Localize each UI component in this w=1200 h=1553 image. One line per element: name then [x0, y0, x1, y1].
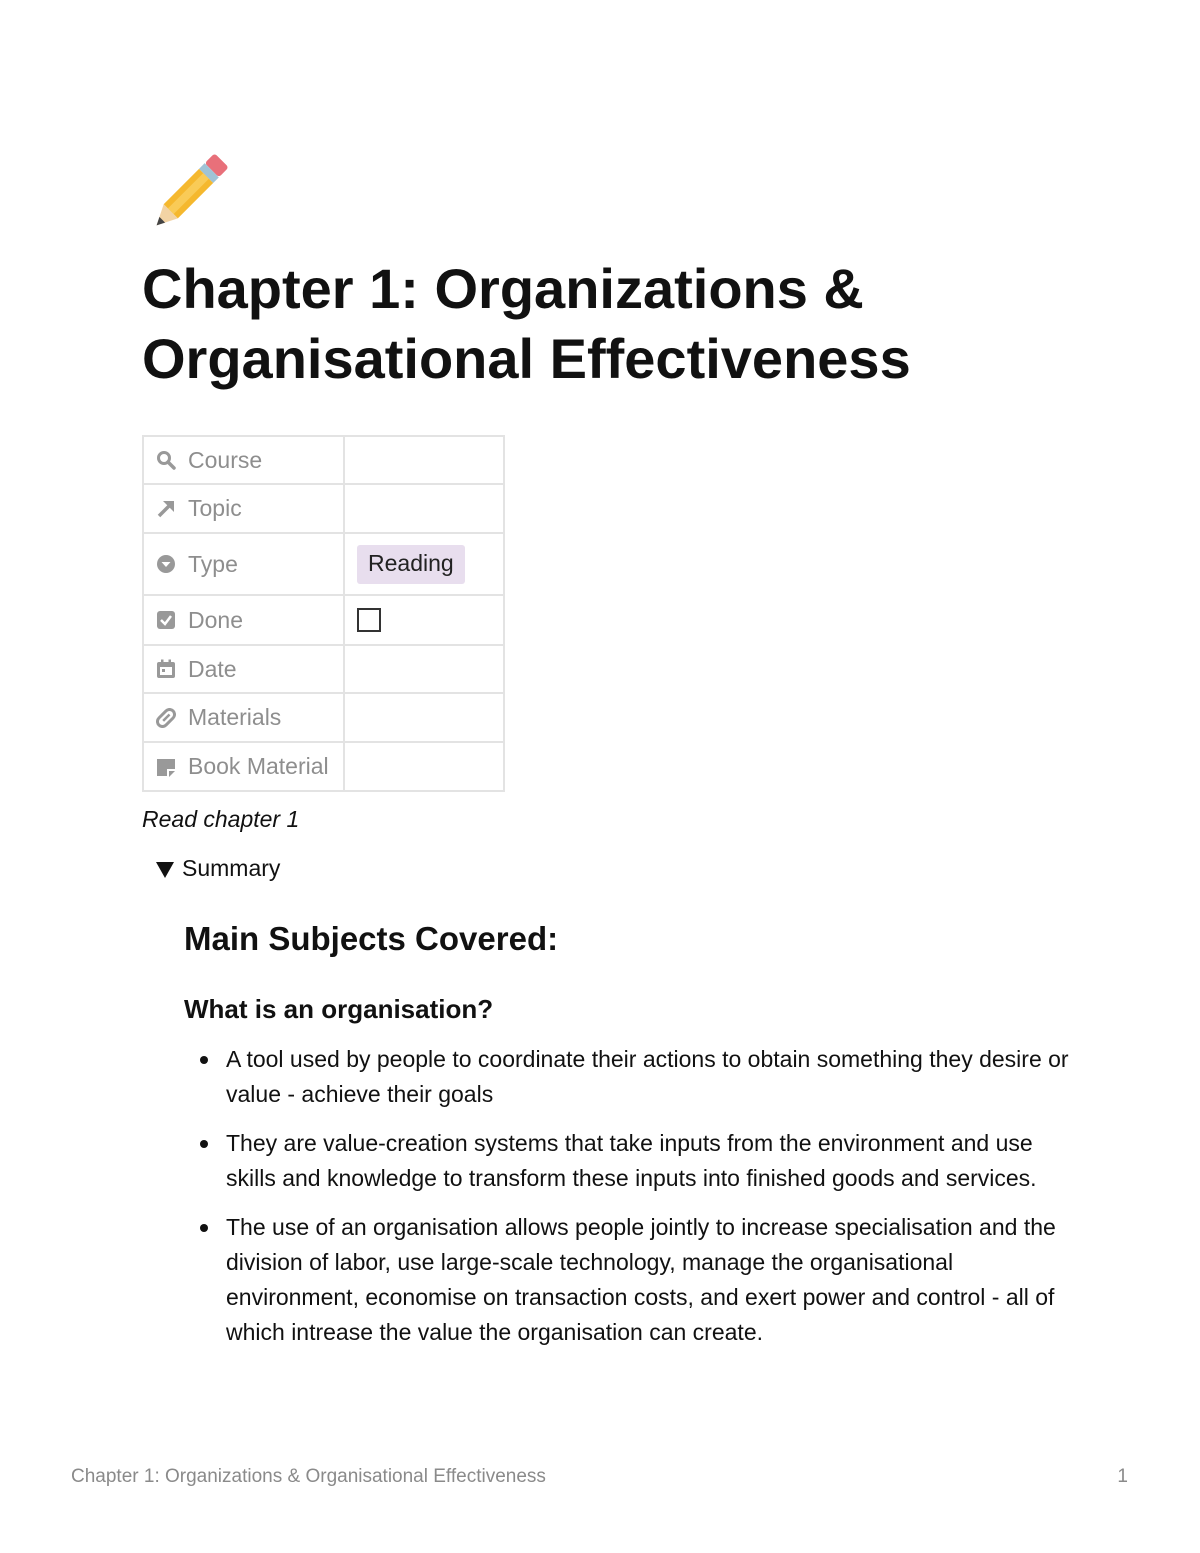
property-label-book-material: Book Material: [188, 753, 329, 779]
caption-text: Read chapter 1: [142, 806, 300, 832]
property-label-date: Date: [188, 655, 237, 682]
property-label-done: Done: [188, 606, 243, 633]
paperclip-icon: [156, 708, 176, 728]
list-item: A tool used by people to coordinate their actions to obtain something they desire or value - achieve their goals: [226, 1042, 1076, 1112]
calendar-icon: [156, 659, 176, 679]
page-number: 1: [1117, 1466, 1128, 1487]
property-value-course[interactable]: [344, 436, 504, 484]
pencil-icon: [142, 150, 232, 240]
select-icon: [156, 554, 176, 574]
summary-subheading: What is an organisation?: [184, 994, 494, 1024]
checkbox-icon: [156, 610, 176, 630]
property-row-type[interactable]: [143, 533, 504, 595]
summary-toggle-label: Summary: [182, 855, 281, 881]
property-value-date[interactable]: [344, 645, 504, 693]
property-value-materials[interactable]: [344, 693, 504, 742]
property-label-materials: Materials: [188, 704, 282, 730]
relation-arrow-icon: [156, 499, 176, 519]
property-row-done[interactable]: [143, 595, 504, 645]
properties-table: [142, 435, 505, 792]
property-row-materials[interactable]: [143, 693, 504, 742]
property-label-topic: Topic: [188, 495, 242, 521]
property-value-book-material[interactable]: [344, 742, 504, 791]
property-row-topic[interactable]: [143, 484, 504, 533]
triangle-down-icon[interactable]: [156, 862, 174, 878]
summary-toggle[interactable]: [156, 855, 280, 882]
summary-bullet-list: [226, 1042, 1076, 1364]
done-checkbox[interactable]: [357, 608, 381, 632]
page-title: Chapter 1: Organizations & Organisational Effectiveness: [142, 257, 911, 390]
type-tag-reading[interactable]: Reading: [357, 545, 465, 584]
search-icon: [156, 450, 176, 470]
summary-heading: Main Subjects Covered:: [184, 920, 559, 957]
list-item: They are value-creation systems that take inputs from the environment and use skills and knowledge to transform these inputs into finished goods and services.: [226, 1126, 1076, 1196]
property-label-course: Course: [188, 446, 263, 473]
property-row-date[interactable]: [143, 645, 504, 693]
property-row-book-material[interactable]: [143, 742, 504, 791]
property-row-course[interactable]: [143, 436, 504, 484]
footer-title: Chapter 1: Organizations & Organisational Effectiveness: [71, 1466, 546, 1487]
list-item: The use of an organisation allows people jointly to increase specialisation and the division of labor, use large-scale technology, manage the organisational environment, economise on transaction costs, and exert power and control - all of which intrease the value the organisation can create.: [226, 1210, 1076, 1350]
property-value-topic[interactable]: [344, 484, 504, 533]
file-icon: [156, 757, 176, 777]
property-label-type: Type: [188, 550, 238, 577]
